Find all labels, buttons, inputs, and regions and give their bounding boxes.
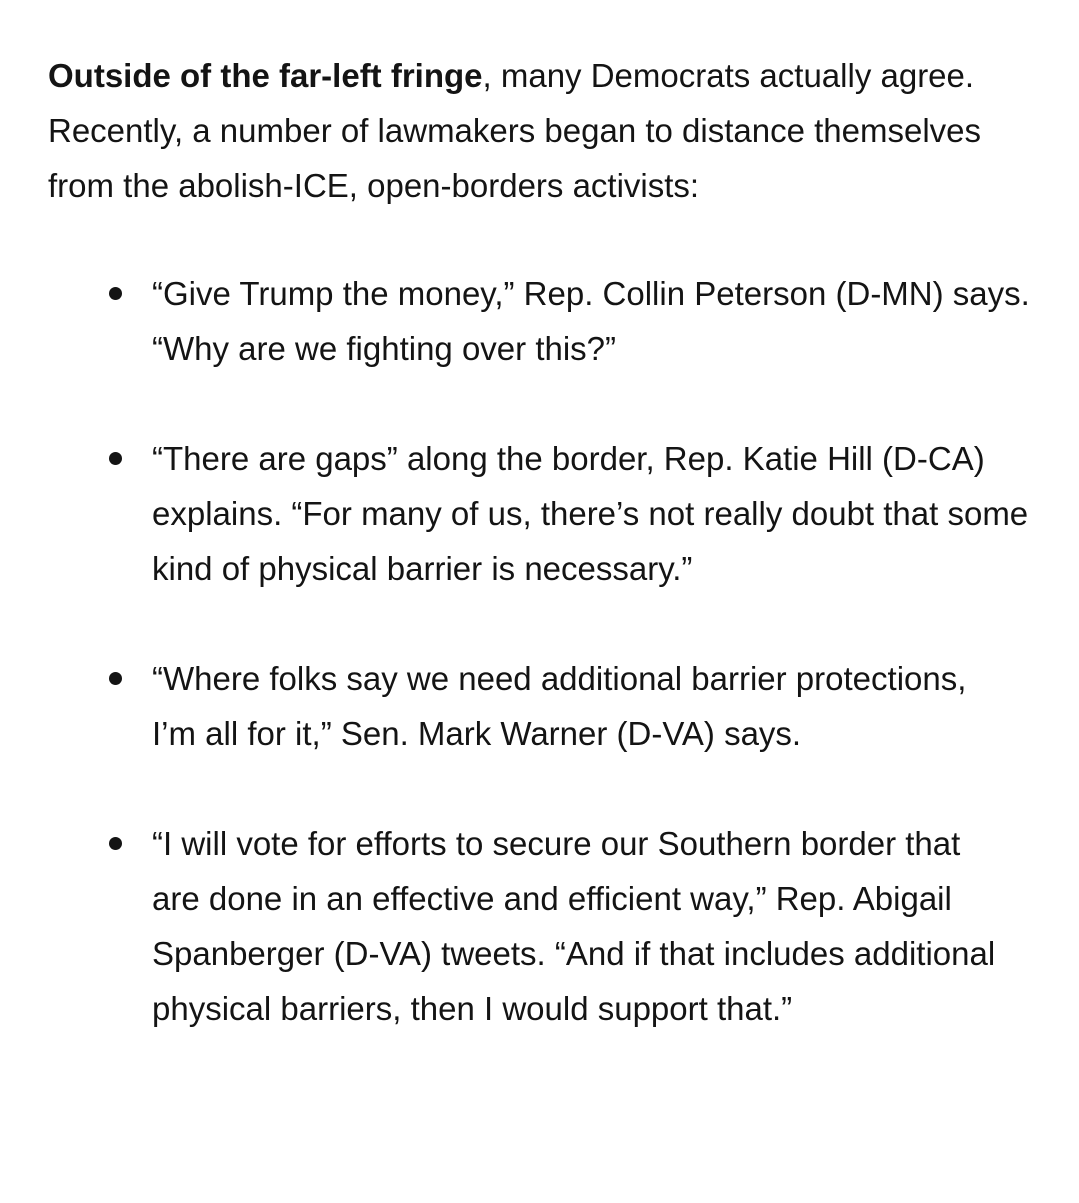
list-item <box>48 266 1052 376</box>
quote-text: “Give Trump the money,” Rep. Collin Peterson (D-MN) says. “Why are we fighting over this?” <box>152 275 1030 367</box>
quote-text: “I will vote for efforts to secure our Southern border that are done in an effective and efficient way,” Rep. Abigail Spanberger (D-VA) tweets. “And if that includes additional physical barriers, then I would support that.” <box>152 825 996 1027</box>
intro-text: , many Democrats actually agree. Recently, a number of lawmakers began to distance themselves from the abolish-ICE, open-borders activists: <box>48 57 982 204</box>
article-body <box>48 48 1048 1036</box>
list-item <box>48 651 1052 761</box>
quote-text: “Where folks say we need additional barrier protections, I’m all for it,” Sen. Mark Warner (D-VA) says. <box>152 660 967 752</box>
bullet-icon <box>109 452 122 465</box>
quote-text: “There are gaps” along the border, Rep. Katie Hill (D-CA) explains. “For many of us, there’s not really doubt that some kind of physical barrier is necessary.” <box>152 440 1029 587</box>
quote-list <box>48 266 1048 1036</box>
intro-lead: Outside of the far-left fringe <box>48 57 483 94</box>
list-item <box>48 816 1052 1036</box>
bullet-icon <box>109 672 122 685</box>
bullet-icon <box>109 287 122 300</box>
list-item <box>48 431 1052 596</box>
bullet-icon <box>109 837 122 850</box>
intro-paragraph <box>48 48 1038 213</box>
